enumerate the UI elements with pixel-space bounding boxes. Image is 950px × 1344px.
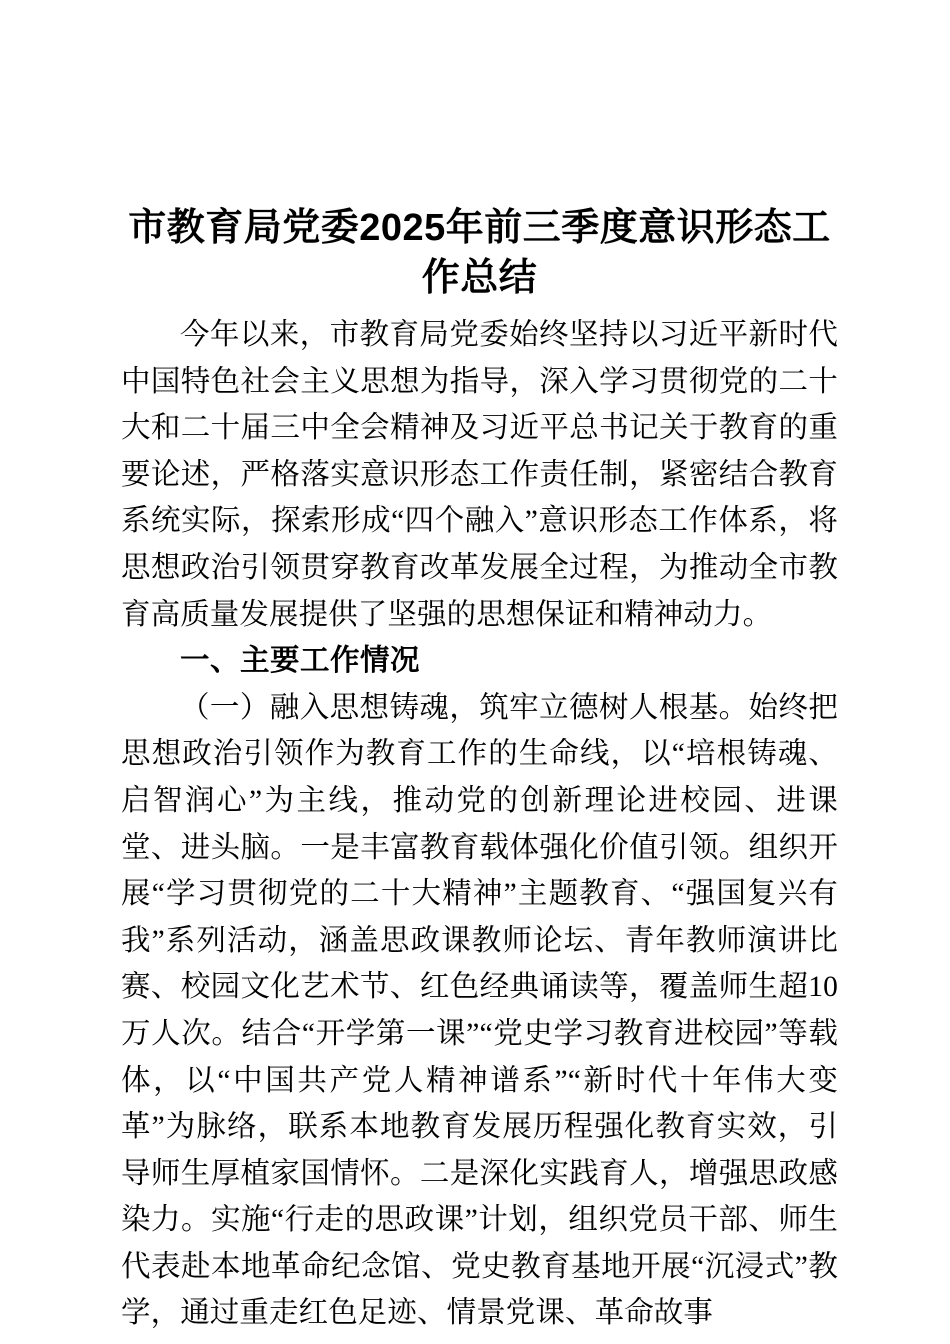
document-body [121,312,838,1337]
paragraph-section-1-1: （一）融入思想铸魂，筑牢立德树人根基。始终把思想政治引领作为教育工作的生命线，以“培根铸魂、启智润心”为主线，推动党的创新理论进校园、进课堂、进头脑。一是丰富教育载体强化价值引领。组织开展“学习贯彻党的二十大精神”主题教育、“强国复兴有我”系列活动，涵盖思政课教师论坛、青年教师演讲比赛、校园文化艺术节、红色经典诵读等，覆盖师生超10万人次。结合“开学第一课”“党史学习教育进校园”等载体，以“中国共产党人精神谱系”“新时代十年伟大变革”为脉络，联系本地教育发展历程强化教育实效，引导师生厚植家国情怀。二是深化实践育人，增强思政感染力。实施“行走的思政课”计划，组织党员干部、师生代表赴本地革命纪念馆、党史教育基地开展“沉浸式”教学，通过重走红色足迹、情景党课、革命故事 [121,691,838,1330]
paragraph-intro: 今年以来，市教育局党委始终坚持以习近平新时代中国特色社会主义思想为指导，深入学习贯彻党的二十大和二十届三中全会精神及习近平总书记关于教育的重要论述，严格落实意识形态工作责任制，紧密结合教育系统实际，探索形成“四个融入”意识形态工作体系，将思想政治引领贯穿教育改革发展全过程，为推动全市教育高质量发展提供了坚强的思想保证和精神动力。 [121,319,838,631]
section-heading-1: 一、主要工作情况 [180,644,421,678]
page-title: 市教育局党委2025年前三季度意识形态工作总结 [128,207,831,300]
